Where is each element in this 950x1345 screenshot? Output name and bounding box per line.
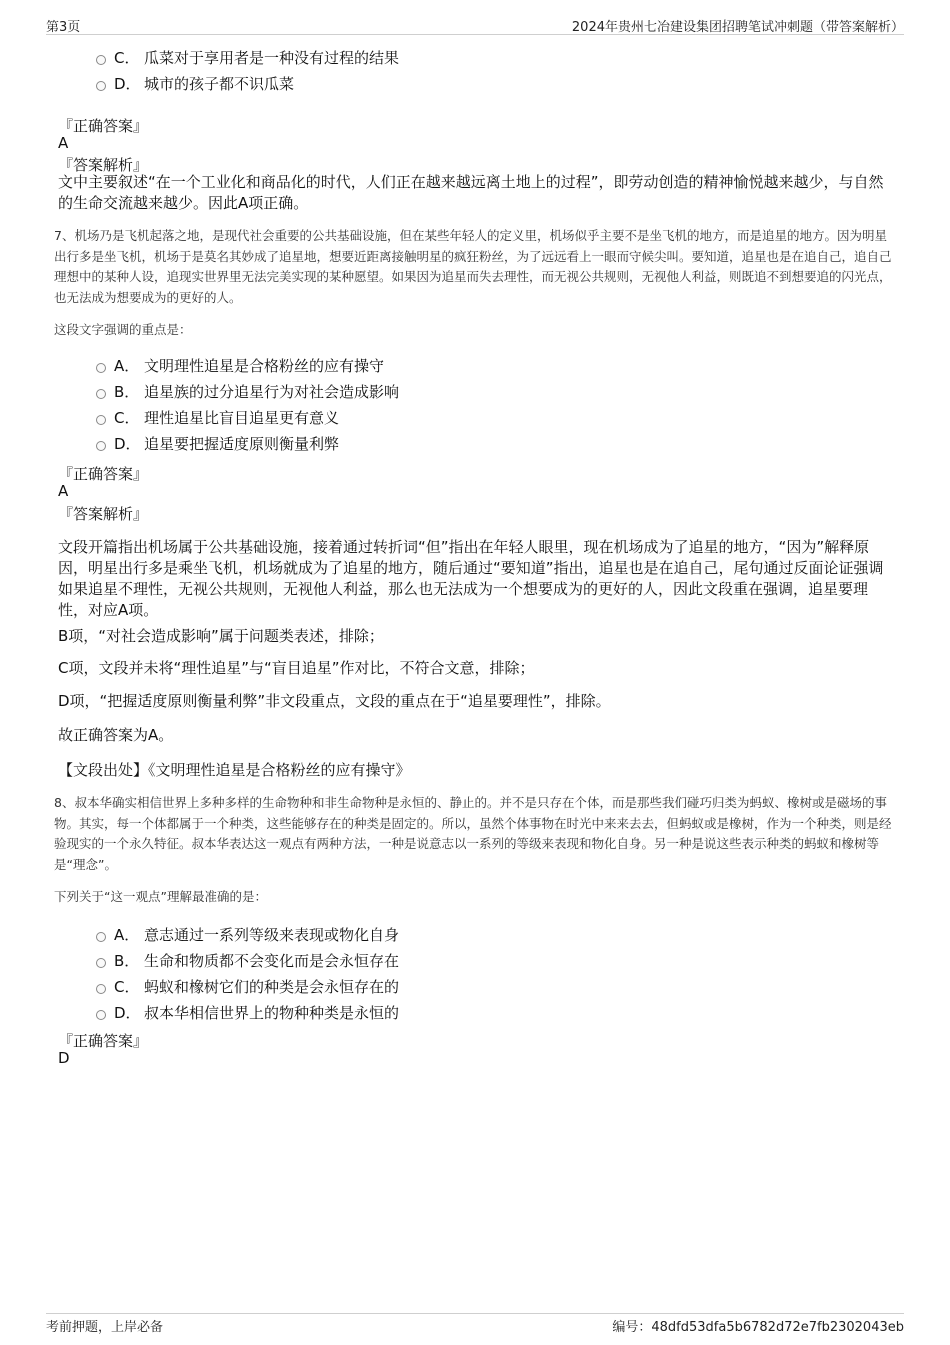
radio-icon[interactable] <box>96 81 106 91</box>
analysis-text: C项，文段并未将“理性追星”与“盲目追星”作对比，不符合文意，排除； <box>58 659 535 677</box>
answer-value: A <box>58 482 69 500</box>
answer-value: D <box>58 1049 70 1067</box>
page-footer <box>46 1313 904 1334</box>
option-a[interactable]: A． 意志通过一系列等级来表现或物化自身 <box>96 924 399 945</box>
option-c[interactable]: C． 瓜菜对于享用者是一种没有过程的结果 <box>96 47 399 68</box>
analysis-label: 『答案解析』 <box>58 156 149 174</box>
document-id: 编号：48dfd53dfa5b6782d72e7fb2302043eb <box>612 1320 904 1335</box>
radio-icon[interactable] <box>96 441 106 451</box>
option-d[interactable]: D． 城市的孩子都不识瓜菜 <box>96 73 294 94</box>
page-header <box>46 16 904 35</box>
radio-icon[interactable] <box>96 389 106 399</box>
document-title: 2024年贵州七冶建设集团招聘笔试冲刺题（带答案解析） <box>571 20 904 35</box>
radio-icon[interactable] <box>96 415 106 425</box>
footer-slogan: 考前押题，上岸必备 <box>46 1320 164 1335</box>
answer-value: A <box>58 134 69 152</box>
question-8-text: 8、叔本华确实相信世界上多种多样的生命物种和非生命物种是永恒的、静止的。并不是只存在个体，而是那些我们碰巧归类为蚂蚁、橡树或是磁场的事物。其实，每一个体都属于一个种类，这些能够存在的种类是固定的。所以，虽然个体事物在时光中来来去去，但蚂蚁或是橡树，作为一个种类，则是经验现实的一个永久特征。叔本华表达这一观点有两种方法，一种是说意志以一系列的等级来表现和物化自身。另一种是说这些表示种类的蚂蚁和橡树等是“理念”。 <box>54 795 892 872</box>
option-c[interactable]: C． 理性追星比盲目追星更有意义 <box>96 407 339 428</box>
question-8-prompt: 下列关于“这一观点”理解最准确的是： <box>54 889 267 904</box>
analysis-text: 文中主要叙述“在一个工业化和商品化的时代，人们正在越来越远离土地上的过程”，即劳动创造的精神愉悦越来越少，与自然的生命交流越来越少。因此A项正确。 <box>58 173 884 212</box>
answer-label: 『正确答案』 <box>58 1032 149 1050</box>
analysis-label: 『答案解析』 <box>58 505 149 523</box>
radio-icon[interactable] <box>96 932 106 942</box>
question-7-prompt: 这段文字强调的重点是： <box>54 322 192 337</box>
answer-label: 『正确答案』 <box>58 117 149 135</box>
radio-icon[interactable] <box>96 55 106 65</box>
analysis-text: 故正确答案为A。 <box>58 726 174 744</box>
analysis-text: D项，“把握适度原则衡量利弊”非文段重点，文段的重点在于“追星要理性”，排除。 <box>58 692 611 710</box>
radio-icon[interactable] <box>96 984 106 994</box>
page-number: 第3页 <box>46 20 81 35</box>
analysis-text: B项，“对社会造成影响”属于问题类表述，排除； <box>58 627 384 645</box>
option-d[interactable]: D． 追星要把握适度原则衡量利弊 <box>96 433 339 454</box>
analysis-text: 文段开篇指出机场属于公共基础设施，接着通过转折词“但”指出在年轻人眼里，现在机场成为了追星的地方，“因为”解释原因，明星出行多是乘坐飞机，机场就成为了追星的地方，随后通过“要知道”指出，追星也是在追自己，尾句通过反面论证强调如果追星不理性，无视公共规则，无视他人利益，那么也无法成为一个想要成为的更好的人，因此文段重在强调，追星要理性，对应A项。 <box>58 538 884 619</box>
option-b[interactable]: B． 追星族的过分追星行为对社会造成影响 <box>96 381 399 402</box>
radio-icon[interactable] <box>96 1010 106 1020</box>
radio-icon[interactable] <box>96 363 106 373</box>
question-7-text: 7、机场乃是飞机起落之地，是现代社会重要的公共基础设施，但在某些年轻人的定义里，机场似乎主要不是坐飞机的地方，而是追星的地方。因为明星出行多是坐飞机，机场于是莫名其妙成了追星地，想要近距离接触明星的疯狂粉丝，为了远远看上一眼而守候尖叫。要知道，追星也是在追自己，追自己理想中的某种人设，追现实世界里无法完美实现的某种愿望。如果因为追星而失去理性，而无视公共规则，无视他人利益，则既追不到想要追的闪光点，也无法成为想要成为的更好的人。 <box>54 228 892 305</box>
radio-icon[interactable] <box>96 958 106 968</box>
option-d[interactable]: D． 叔本华相信世界上的物种种类是永恒的 <box>96 1002 399 1023</box>
option-b[interactable]: B． 生命和物质都不会变化而是会永恒存在 <box>96 950 399 971</box>
answer-label: 『正确答案』 <box>58 465 149 483</box>
source-citation: 【文段出处】《文明理性追星是合格粉丝的应有操守》 <box>58 761 411 779</box>
option-a[interactable]: A． 文明理性追星是合格粉丝的应有操守 <box>96 355 384 376</box>
option-c[interactable]: C． 蚂蚁和橡树它们的种类是会永恒存在的 <box>96 976 399 997</box>
